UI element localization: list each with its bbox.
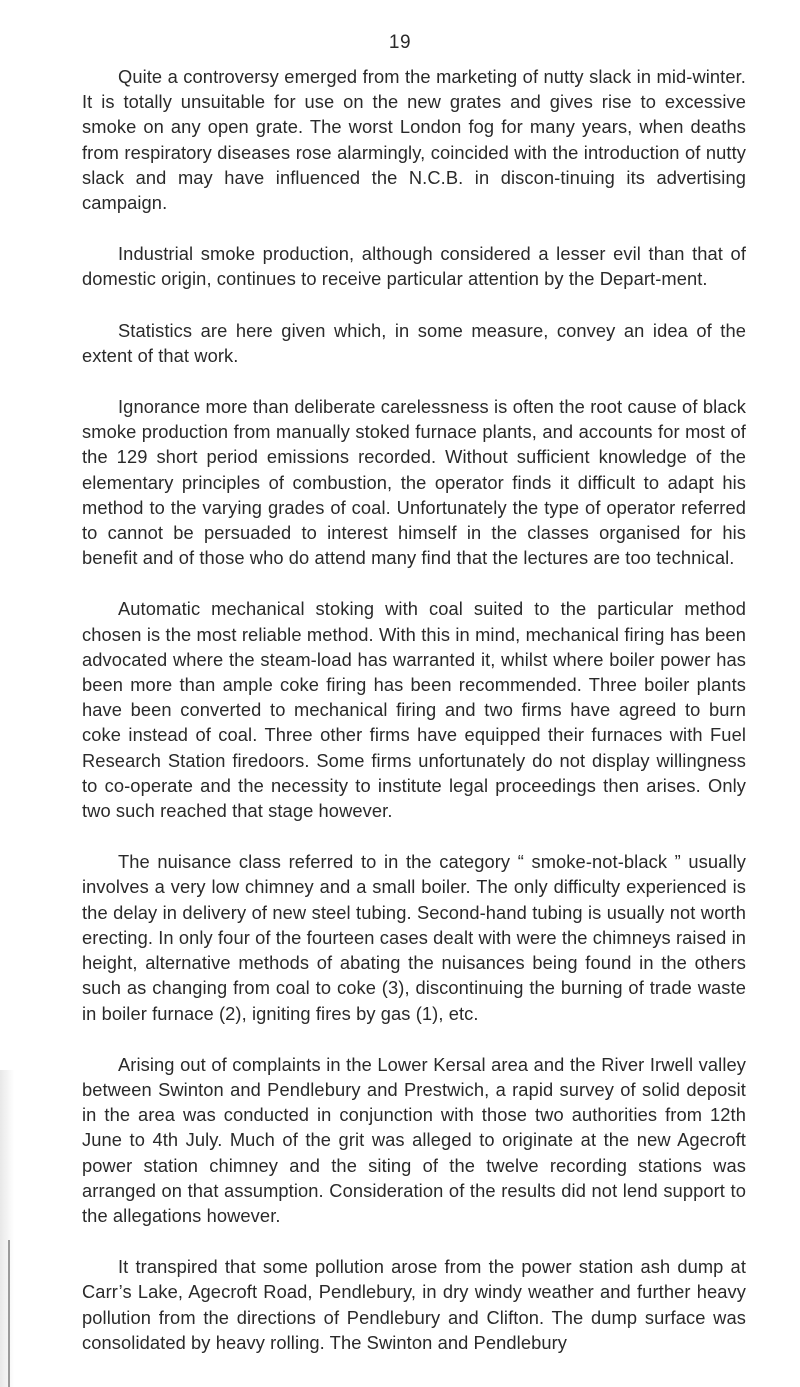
- paragraph-smoke-not-black: The nuisance class referred to in the category “ smoke-not-black ” usually involves a very low chimney and a small boiler. The only difficulty experienced is the delay in delivery of new steel tubing. Second-hand tubing is usually not worth erecting. In only four of the fourteen cases dealt with were the chimneys raised in height, alternative methods of abating the nuisances being found in the others such as changing from coal to coke (3), discontinuing the burning of trade waste in boiler furnace (2), igniting fires by gas (1), etc.: [82, 851, 746, 1024]
- binding-shadow: [0, 1070, 14, 1387]
- paragraph-ignorance: Ignorance more than deliberate carelessness is often the root cause of black smoke production from manually stoked furnace plants, and accounts for most of the 129 short period emissions recorded. Without sufficient knowledge of the elementary principles of combustion, the operator finds it difficult to adapt his method to the varying grades of coal. Unfortunately the type of operator referred to cannot be persuaded to interest himself in the classes organised for his benefit and of those who do attend many find that the lectures are too technical.: [82, 396, 746, 569]
- body-text: [82, 64, 746, 1381]
- paragraph-industrial-smoke: Industrial smoke production, although considered a lesser evil than that of domestic origin, continues to receive particular attention by the Depart-ment.: [82, 243, 746, 290]
- paragraph-ash-dump: It transpired that some pollution arose from the power station ash dump at Carr’s Lake, Agecroft Road, Pendlebury, in dry windy weather and further heavy pollution from the directions of Pendlebury and Clifton. The dump surface was consolidated by heavy rolling. The Swinton and Pendlebury: [82, 1256, 746, 1353]
- binding-line: [8, 1240, 10, 1387]
- paragraph-nutty-slack: Quite a controversy emerged from the marketing of nutty slack in mid-winter. It is totally unsuitable for use on the new grates and gives rise to excessive smoke on any open grate. The worst London fog for many years, when deaths from respiratory diseases rose alarmingly, coincided with the introduction of nutty slack and may have influenced the N.C.B. in discon-tinuing its advertising campaign.: [82, 66, 746, 214]
- paragraph-mechanical-stoking: Automatic mechanical stoking with coal suited to the particular method chosen is the most reliable method. With this in mind, mechanical firing has been advocated where the steam-load has warranted it, whilst where boiler power has been more than ample coke firing has been recommended. Three boiler plants have been converted to mechanical firing and two firms have agreed to burn coke instead of coal. Three other firms have equipped their furnaces with Fuel Research Station firedoors. Some firms unfortunately do not display willingness to co-operate and the necessity to institute legal proceedings then arises. Only two such reached that stage however.: [82, 598, 746, 822]
- paragraph-statistics: Statistics are here given which, in some measure, convey an idea of the extent of that work.: [82, 319, 746, 366]
- paragraph-lower-kersal-survey: Arising out of complaints in the Lower Kersal area and the River Irwell valley between Swinton and Pendlebury and Prestwich, a rapid survey of solid deposit in the area was conducted in conjunction with those two authorities from 12th June to 4th July. Much of the grit was alleged to originate at the new Agecroft power station chimney and the siting of the twelve recording stations was arranged on that assumption. Consideration of the results did not lend support to the allegations however.: [82, 1053, 746, 1226]
- page-number: 19: [388, 32, 412, 53]
